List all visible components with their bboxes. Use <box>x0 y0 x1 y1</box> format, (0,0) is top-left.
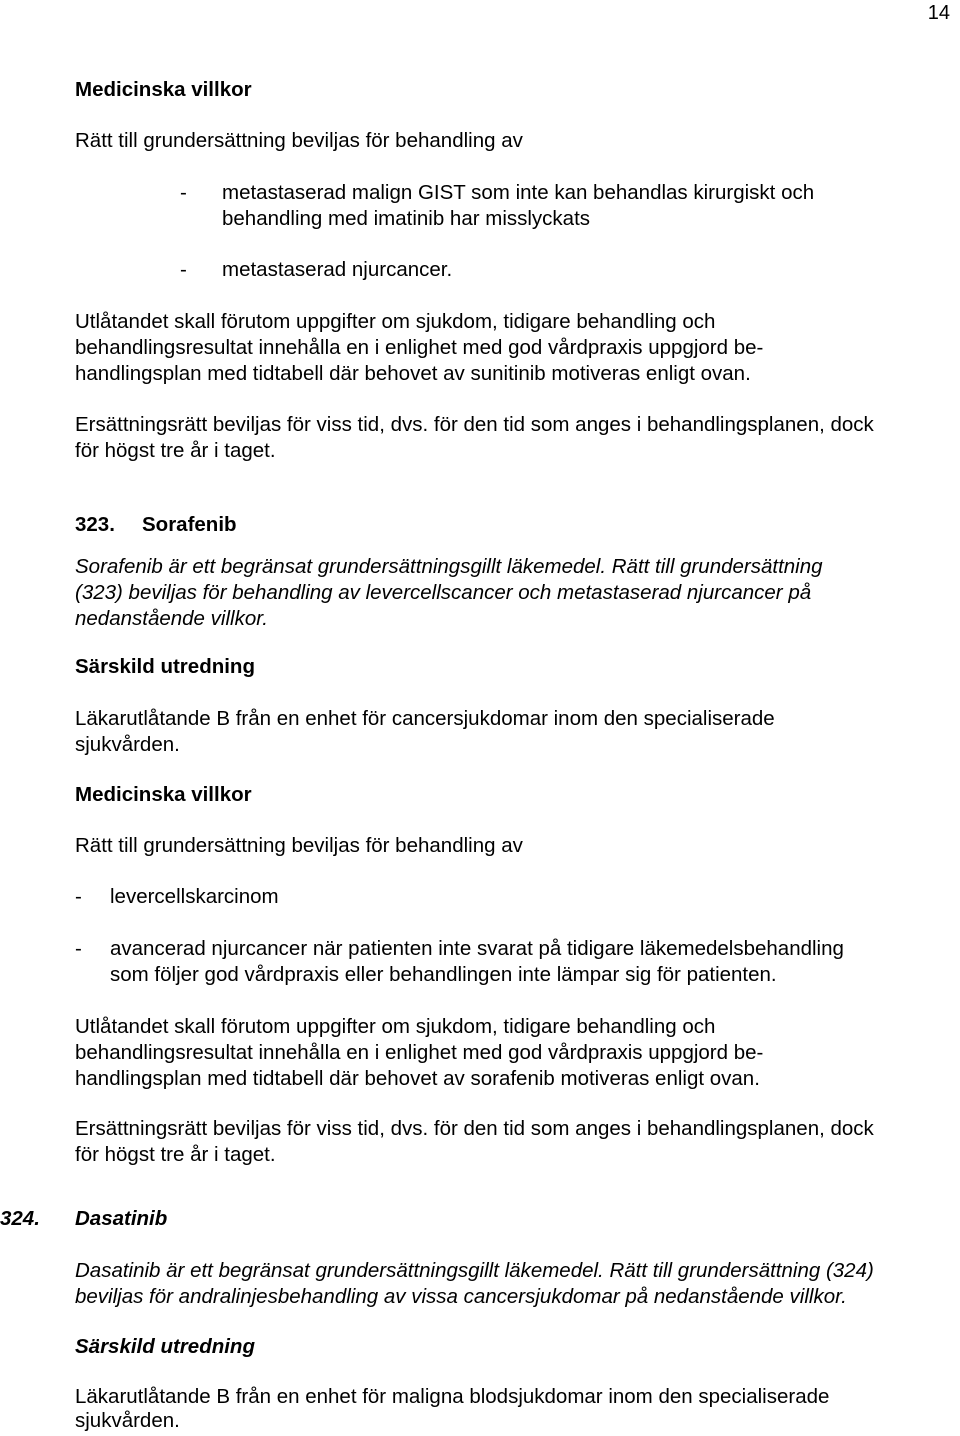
intro-text: Rätt till grundersättning beviljas för behandling av <box>75 129 523 152</box>
list-item-dash: - <box>180 181 187 204</box>
compensation-line: Ersättningsrätt beviljas för viss tid, dvs. för den tid som anges i behandlingsplanen, dock <box>75 1117 874 1140</box>
special-line: sjukvården. <box>75 1409 180 1432</box>
section-intro-line: nedanstående villkor. <box>75 607 268 630</box>
special-line: Läkarutlåtande B från en enhet för maligna blodsjukdomar inom den specialiserade <box>75 1385 830 1408</box>
statement-line: handlingsplan med tidtabell där behovet av sorafenib motiveras enligt ovan. <box>75 1067 760 1090</box>
section-number: 324. <box>0 1207 40 1230</box>
compensation-line: för högst tre år i taget. <box>75 439 276 462</box>
section-intro-line: beviljas för andralinjesbehandling av vissa cancersjukdomar på nedanstående villkor. <box>75 1285 847 1308</box>
intro-text: Rätt till grundersättning beviljas för behandling av <box>75 834 523 857</box>
section-title: Sorafenib <box>142 513 237 536</box>
section-intro-line: Dasatinib är ett begränsat grundersättningsgillt läkemedel. Rätt till grundersättning (324) <box>75 1259 874 1282</box>
section-number: 323. <box>75 513 115 536</box>
list-item-text: metastaserad malign GIST som inte kan behandlas kirurgiskt och <box>222 181 815 204</box>
statement-line: behandlingsresultat innehålla en i enlighet med god vårdpraxis uppgjord be- <box>75 1041 764 1064</box>
section-intro-line: (323) beviljas för behandling av levercellscancer och metastaserad njurcancer på <box>75 581 812 604</box>
list-item-text: avancerad njurcancer när patienten inte svarat på tidigare läkemedelsbehandling <box>110 937 844 960</box>
list-item-dash: - <box>75 885 82 908</box>
page-number: 14 <box>927 2 950 24</box>
heading-medical-conditions: Medicinska villkor <box>75 783 252 806</box>
compensation-line: för högst tre år i taget. <box>75 1143 276 1166</box>
heading-special-investigation: Särskild utredning <box>75 1335 255 1358</box>
statement-line: Utlåtandet skall förutom uppgifter om sjukdom, tidigare behandling och <box>75 1015 716 1038</box>
list-item-dash: - <box>180 258 187 281</box>
compensation-line: Ersättningsrätt beviljas för viss tid, dvs. för den tid som anges i behandlingsplanen, dock <box>75 413 874 436</box>
section-title: Dasatinib <box>75 1207 168 1230</box>
statement-line: handlingsplan med tidtabell där behovet av sunitinib motiveras enligt ovan. <box>75 362 751 385</box>
list-item-dash: - <box>75 937 82 960</box>
list-item-text: behandling med imatinib har misslyckats <box>222 207 591 230</box>
special-line: sjukvården. <box>75 733 180 756</box>
heading-special-investigation: Särskild utredning <box>75 655 255 678</box>
section-intro-line: Sorafenib är ett begränsat grundersättningsgillt läkemedel. Rätt till grundersättning <box>75 555 823 578</box>
statement-line: Utlåtandet skall förutom uppgifter om sjukdom, tidigare behandling och <box>75 310 716 333</box>
heading-medical-conditions: Medicinska villkor <box>75 78 252 101</box>
special-line: Läkarutlåtande B från en enhet för cancersjukdomar inom den specialiserade <box>75 707 775 730</box>
list-item-text: metastaserad njurcancer. <box>222 258 453 281</box>
list-item-text: som följer god vårdpraxis eller behandlingen inte lämpar sig för patienten. <box>110 963 777 986</box>
statement-line: behandlingsresultat innehålla en i enlighet med god vårdpraxis uppgjord be- <box>75 336 764 359</box>
list-item-text: levercellskarcinom <box>110 885 279 908</box>
